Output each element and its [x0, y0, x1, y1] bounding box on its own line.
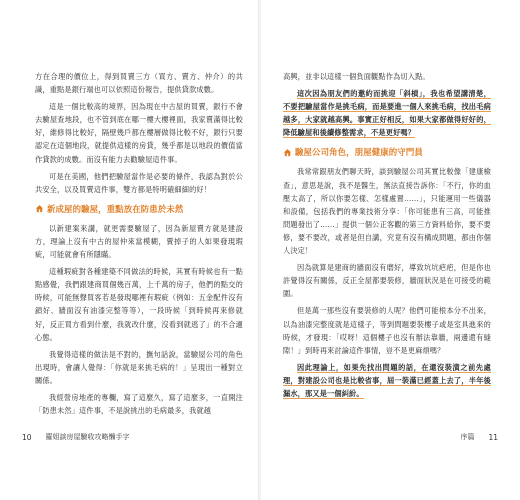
right-footer — [460, 432, 498, 442]
left-text-block — [35, 70, 243, 421]
paragraph: 因為就算是建商的牆面沒有磨好，導致坑坑疤疤，但是你也許覺得沒有關係，反正全屋都要裝修，牆面狀況是在可接受的範圍。 — [283, 263, 491, 299]
paragraph: 我覺得這樣的做法是不對的，撫句話說，當驗屋公司的角色出現時，會讓人覺得：「你就是來挑毛病的！」呈現出一種對立關係。 — [35, 349, 243, 385]
paragraph: 我常常跟朋友們聊天時，談到驗屋公司其實比較像「建康檢查」，意思是說，我不是醫生，無法直接告訴你：「不行，你的血壓太高了，所以你要怎樣、怎樣處置……」，只能運用一些儀器和設備，包括我們的專業技術分享：「你可能患有三高，可能推問題發出了……」提供一個公正客觀的第三方資料給你，要不要修，要不要改，或者是但自講，究竟有沒有構成問題，都由你個人決定！ — [283, 167, 491, 256]
left-page — [0, 0, 259, 500]
section-heading-inspection-role — [283, 146, 491, 158]
section-heading-text: 驗屋公司角色，朋屋健康的守門員 — [295, 147, 423, 158]
paragraph: 這種瑕疵對各種建築不同做法的時候，其實有時候也有一點點感覺，我們跟建商買個幾百萬，上千萬的房子，他們的點交的時候，可能無聲買客若是發現哪裡有瑕疵（例如：五金配件沒有鎖好、牆面沒有油漆完整等等），一段時候「到時候再來修就好，反正買方看到什麼，我就改什麼，沒看到就逃了」的不合適心態。 — [35, 267, 243, 342]
highlighted-text: 因此理論上，如果先找出問題的話，在還沒裝潢之前先處理，對建設公司也是比較省事，屆一裝滿已經蓋上去了，半年後漏水，那又是一個糾紛。 — [283, 362, 491, 398]
house-icon — [283, 148, 292, 157]
page-number: 10 — [22, 432, 32, 442]
paragraph: 可是在美國，他們把驗屋當作是必要的條件，我認為對於公共安全，以及買賣這件事，雙方都是特明確細細的好！ — [35, 171, 243, 194]
right-text-block — [283, 70, 491, 404]
paragraph: 方在合理的價位上，得到買賣三方（買方、賣方、仲介）的共識，重點是銀行端也可以依照這份報告，提供貸款成數。 — [35, 72, 243, 95]
paragraph: 但是萬一那些沒有要裝修的人呢？他們可能根本分不出來，以為油漆完整度就是這樣子，等到問題要裝樓子或是室具進來的時候，才發現：「哎呀！這個樓子也沒有辦法靠牆，兩邊還有縫隙！」到時再來討論這件事情，豈不是更麻煩嗎？ — [283, 306, 491, 355]
highlighted-text: 這次因為朋友們的邀約而挑迎「斜槓」，我也希望講清楚，不要把驗屋當作是挑毛病，而是要進一個人來挑毛病，找出毛病越多，大家就越高興。事實正好相反，如果大家都做得好好的，降低驗屋和後續修整需求，不是更好嗎？ — [283, 89, 491, 138]
paragraph: 這是一個比較高的境界，因為現在中古屋的買賣，銀行不會去驗屋查地段，也不管到底在哪一樓大樓裡面，我家賣滿得比較好，維修得比較好，隔壁幾戶都在樓層做得比較不好，銀行只要認定在這個地段，就提供這樣的房貸，幾乎都是以地段的價值當作貸款的成數。而沒有能力去勸驗屋這件事。 — [35, 102, 243, 164]
paragraph: 以新建案來講，就更需要驗屋了，因為新屋賣方就是建設方，理論上沒有中古的屋仲來當模糊，賣掉子的人如果發現瑕疵，可能就會有所隱瞞。 — [35, 223, 243, 260]
house-icon — [35, 204, 44, 213]
page-number: 11 — [488, 432, 498, 442]
paragraph: 我經營房地產的專欄，寫了這麼久，寫了這麼多，一直開注「防患未然」這件事，不是說挑出的毛病最多，我就越 — [35, 392, 243, 416]
paragraph: 高興，並非以這樣一個負面觀點作為切入點。 — [283, 72, 430, 81]
section-heading-text: 新成屋的驗屋，重點放在防患於未然 — [47, 203, 184, 214]
running-title: 序篇 — [460, 433, 475, 441]
section-heading-new-house — [35, 203, 243, 215]
paragraph-highlighted — [283, 87, 491, 139]
running-title: 羅姐談房屋驗收攻略懶手字 — [45, 433, 130, 441]
paragraph-highlighted — [283, 361, 491, 400]
right-page — [261, 0, 520, 500]
left-footer — [22, 432, 130, 442]
